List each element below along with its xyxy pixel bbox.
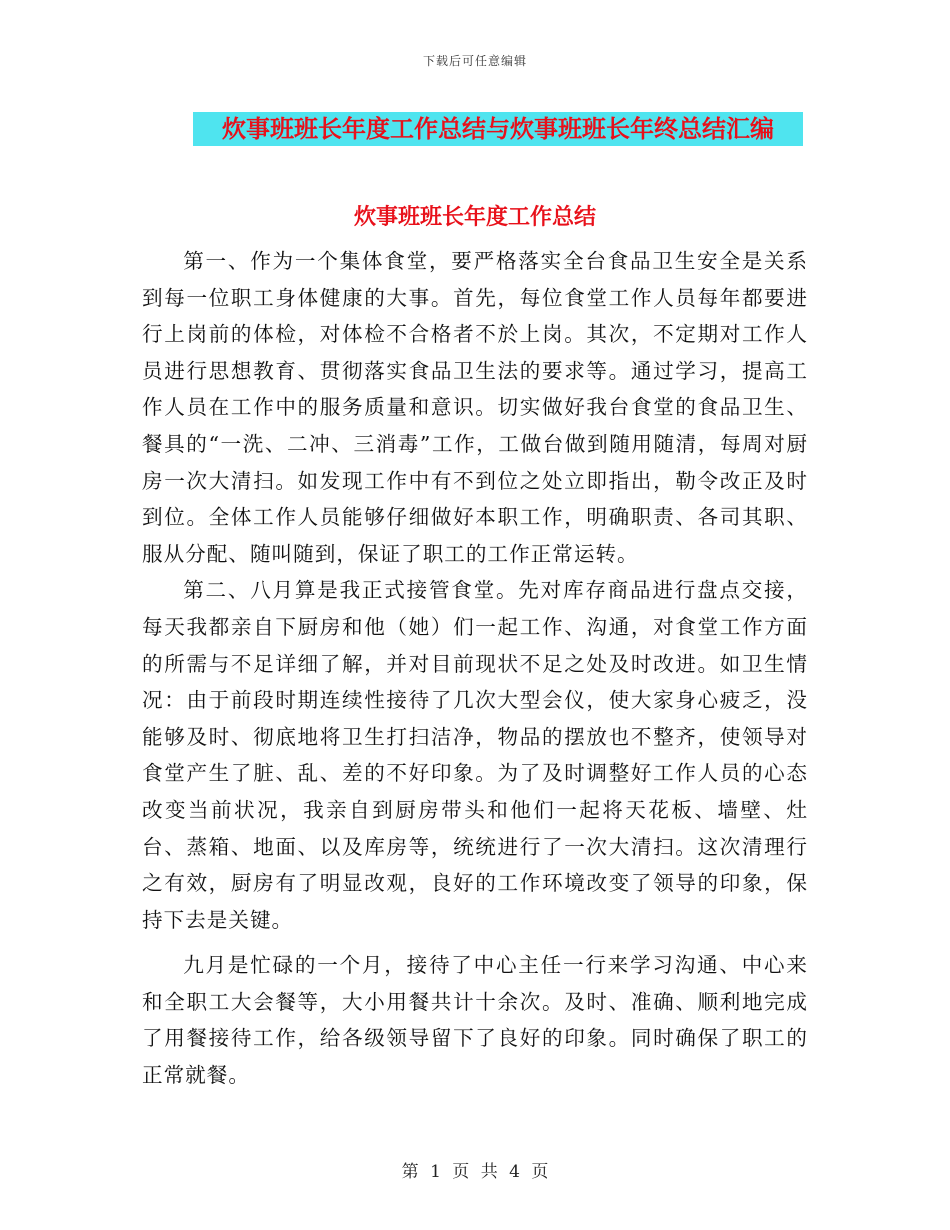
page-number-footer: 第 1 页 共 4 页 [401,1162,549,1182]
paragraph-1: 第一、作为一个集体食堂，要严格落实全台食品卫生安全是关系到每一位职工身体健康的大事。首先，每位食堂工作人员每年都要进行上岗前的体检，对体检不合格者不於上岗。其次，不定期对工作人员进行思想教育、贯彻落实食品卫生法的要求等。通过学习，提高工作人员在工作中的服务质量和意识。切实做好我台食堂的食品卫生、餐具的“一洗、二冲、三消毒”工作，工做台做到随用随清，每周对厨房一次大清扫。如发现工作中有不到位之处立即指出，勒令改正及时到位。全体工作人员能够仔细做好本职工作，明确职责、各司其职、服从分配、随叫随到，保证了职工的工作正常运转。 [142,249,808,566]
paragraph-2: 第二、八月算是我正式接管食堂。先对库存商品进行盘点交接，每天我都亲自下厨房和他（她）们一起工作、沟通，对食堂工作方面的所需与不足详细了解，并对目前现状不足之处及时改进。如卫生情况：由于前段时期连续性接待了几次大型会仪，使大家身心疲乏，没能够及时、彻底地将卫生打扫洁净，物品的摆放也不整齐，使领导对食堂产生了脏、乱、差的不好印象。为了及时调整好工作人员的心态改变当前状况，我亲自到厨房带头和他们一起将天花板、墙壁、灶台、蒸箱、地面、以及库房等，统统进行了一次大清扫。这次清理行之有效，厨房有了明显改观，良好的工作环境改变了领导的印象，保持下去是关键。 [142,578,808,932]
document-main-title: 炊事班班长年度工作总结与炊事班班长年终总结汇编 [222,115,774,143]
section-title: 炊事班班长年度工作总结 [353,205,596,230]
paragraph-3: 九月是忙碌的一个月，接待了中心主任一行来学习沟通、中心来和全职工大会餐等，大小用餐共计十余次。及时、准确、顺利地完成了用餐接待工作，给各级领导留下了良好的印象。同时确保了职工的正常就餐。 [142,953,808,1088]
document-body [142,243,808,1094]
page-header-note: 下载后可任意编辑 [422,54,527,68]
main-title-highlight [193,112,803,146]
